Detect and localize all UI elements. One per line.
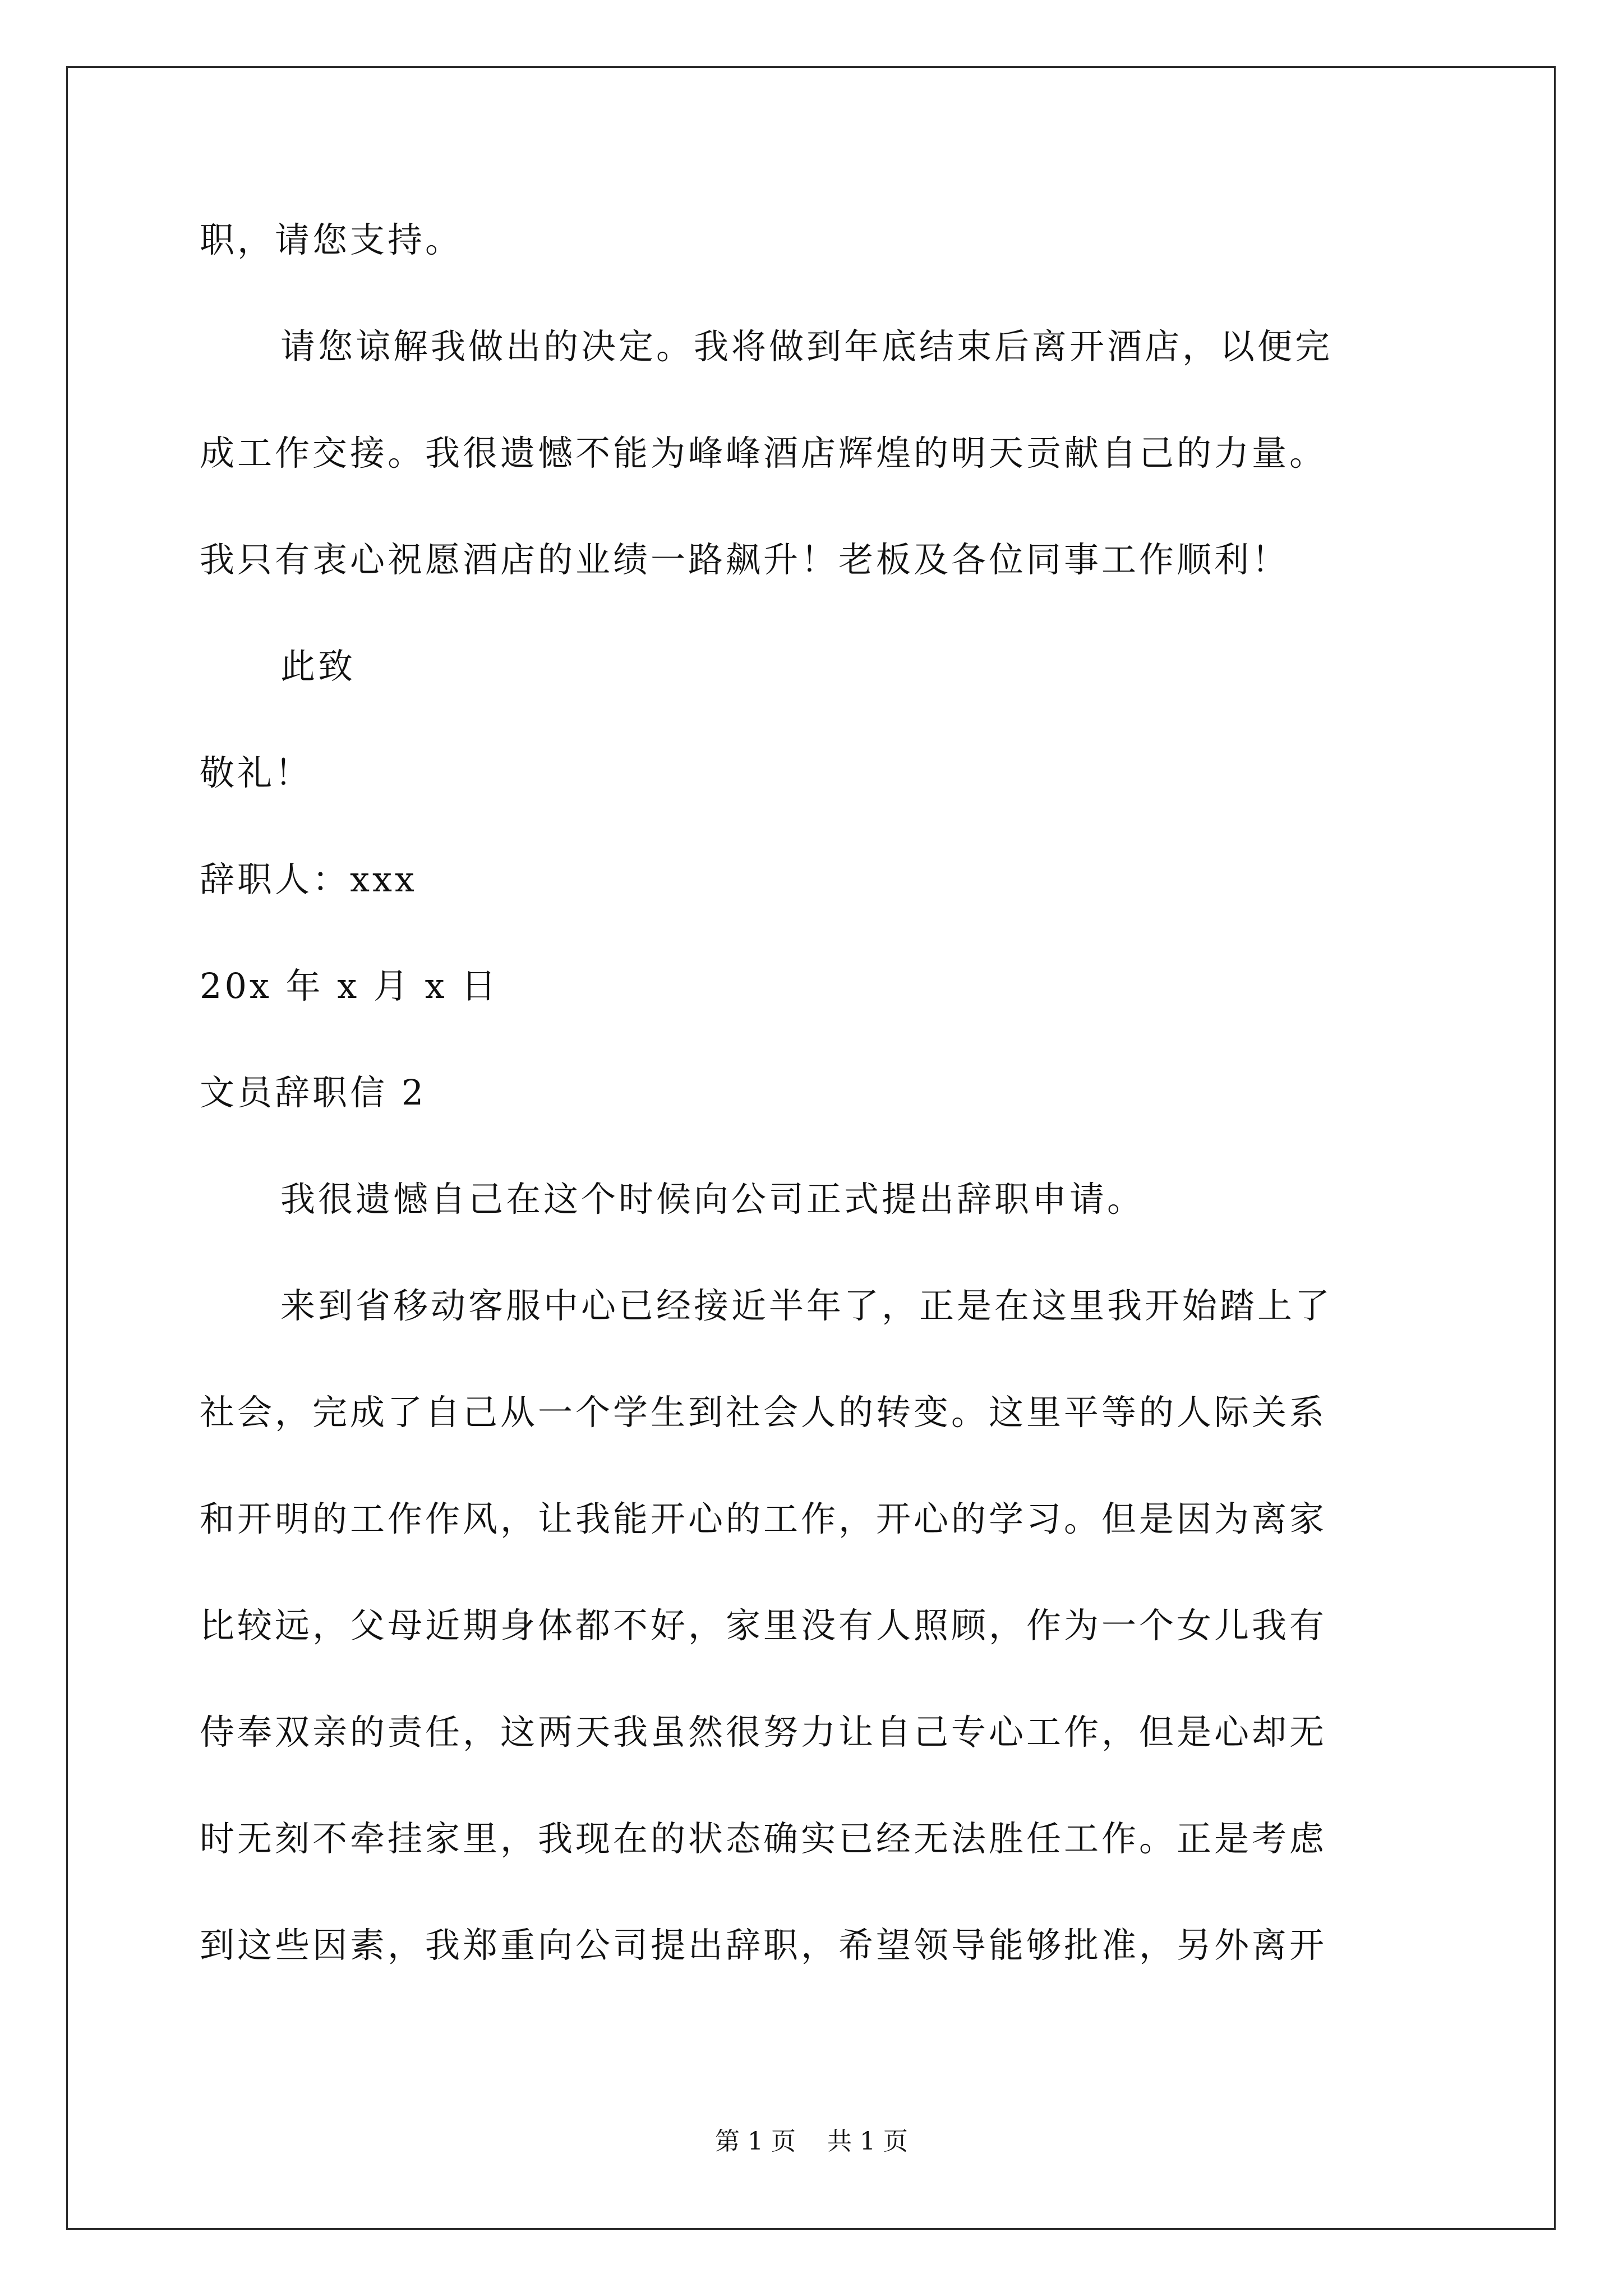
text-line-2: 请您谅解我做出的决定。我将做到年底结束后离开酒店，以便完 (280, 326, 1333, 367)
text-line-16: 时无刻不牵挂家里，我现在的状态确实已经无法胜任工作。正是考虑 (200, 1818, 1327, 1859)
signer-line: 辞职人：xxx (200, 859, 417, 900)
page-border (66, 66, 1556, 2230)
text-line-14: 比较远，父母近期身体都不好，家里没有人照顾，作为一个女儿我有 (200, 1605, 1327, 1646)
text-line-3: 成工作交接。我很遗憾不能为峰峰酒店辉煌的明天贡献自己的力量。 (200, 432, 1327, 473)
text-line-10: 我很遗憾自己在这个时候向公司正式提出辞职申请。 (280, 1179, 1145, 1220)
text-line-1: 职，请您支持。 (200, 219, 463, 260)
closing-regards: 敬礼！ (200, 752, 313, 793)
text-line-17: 到这些因素，我郑重向公司提出辞职，希望领导能够批准，另外离开 (200, 1925, 1327, 1966)
text-line-15: 侍奉双亲的责任，这两天我虽然很努力让自己专心工作，但是心却无 (200, 1711, 1327, 1752)
section-title: 文员辞职信 2 (200, 1072, 427, 1113)
text-line-13: 和开明的工作作风，让我能开心的工作，开心的学习。但是因为离家 (200, 1498, 1327, 1539)
page-number-footer: 第 1 页 共 1 页 (715, 2127, 908, 2156)
closing-salutation: 此致 (280, 646, 356, 687)
date-line: 20x 年 x 月 x 日 (200, 965, 499, 1006)
text-line-12: 社会，完成了自己从一个学生到社会人的转变。这里平等的人际关系 (200, 1392, 1327, 1433)
text-line-4: 我只有衷心祝愿酒店的业绩一路飙升！老板及各位同事工作顺利！ (200, 539, 1290, 580)
text-line-11: 来到省移动客服中心已经接近半年了，正是在这里我开始踏上了 (280, 1285, 1333, 1326)
